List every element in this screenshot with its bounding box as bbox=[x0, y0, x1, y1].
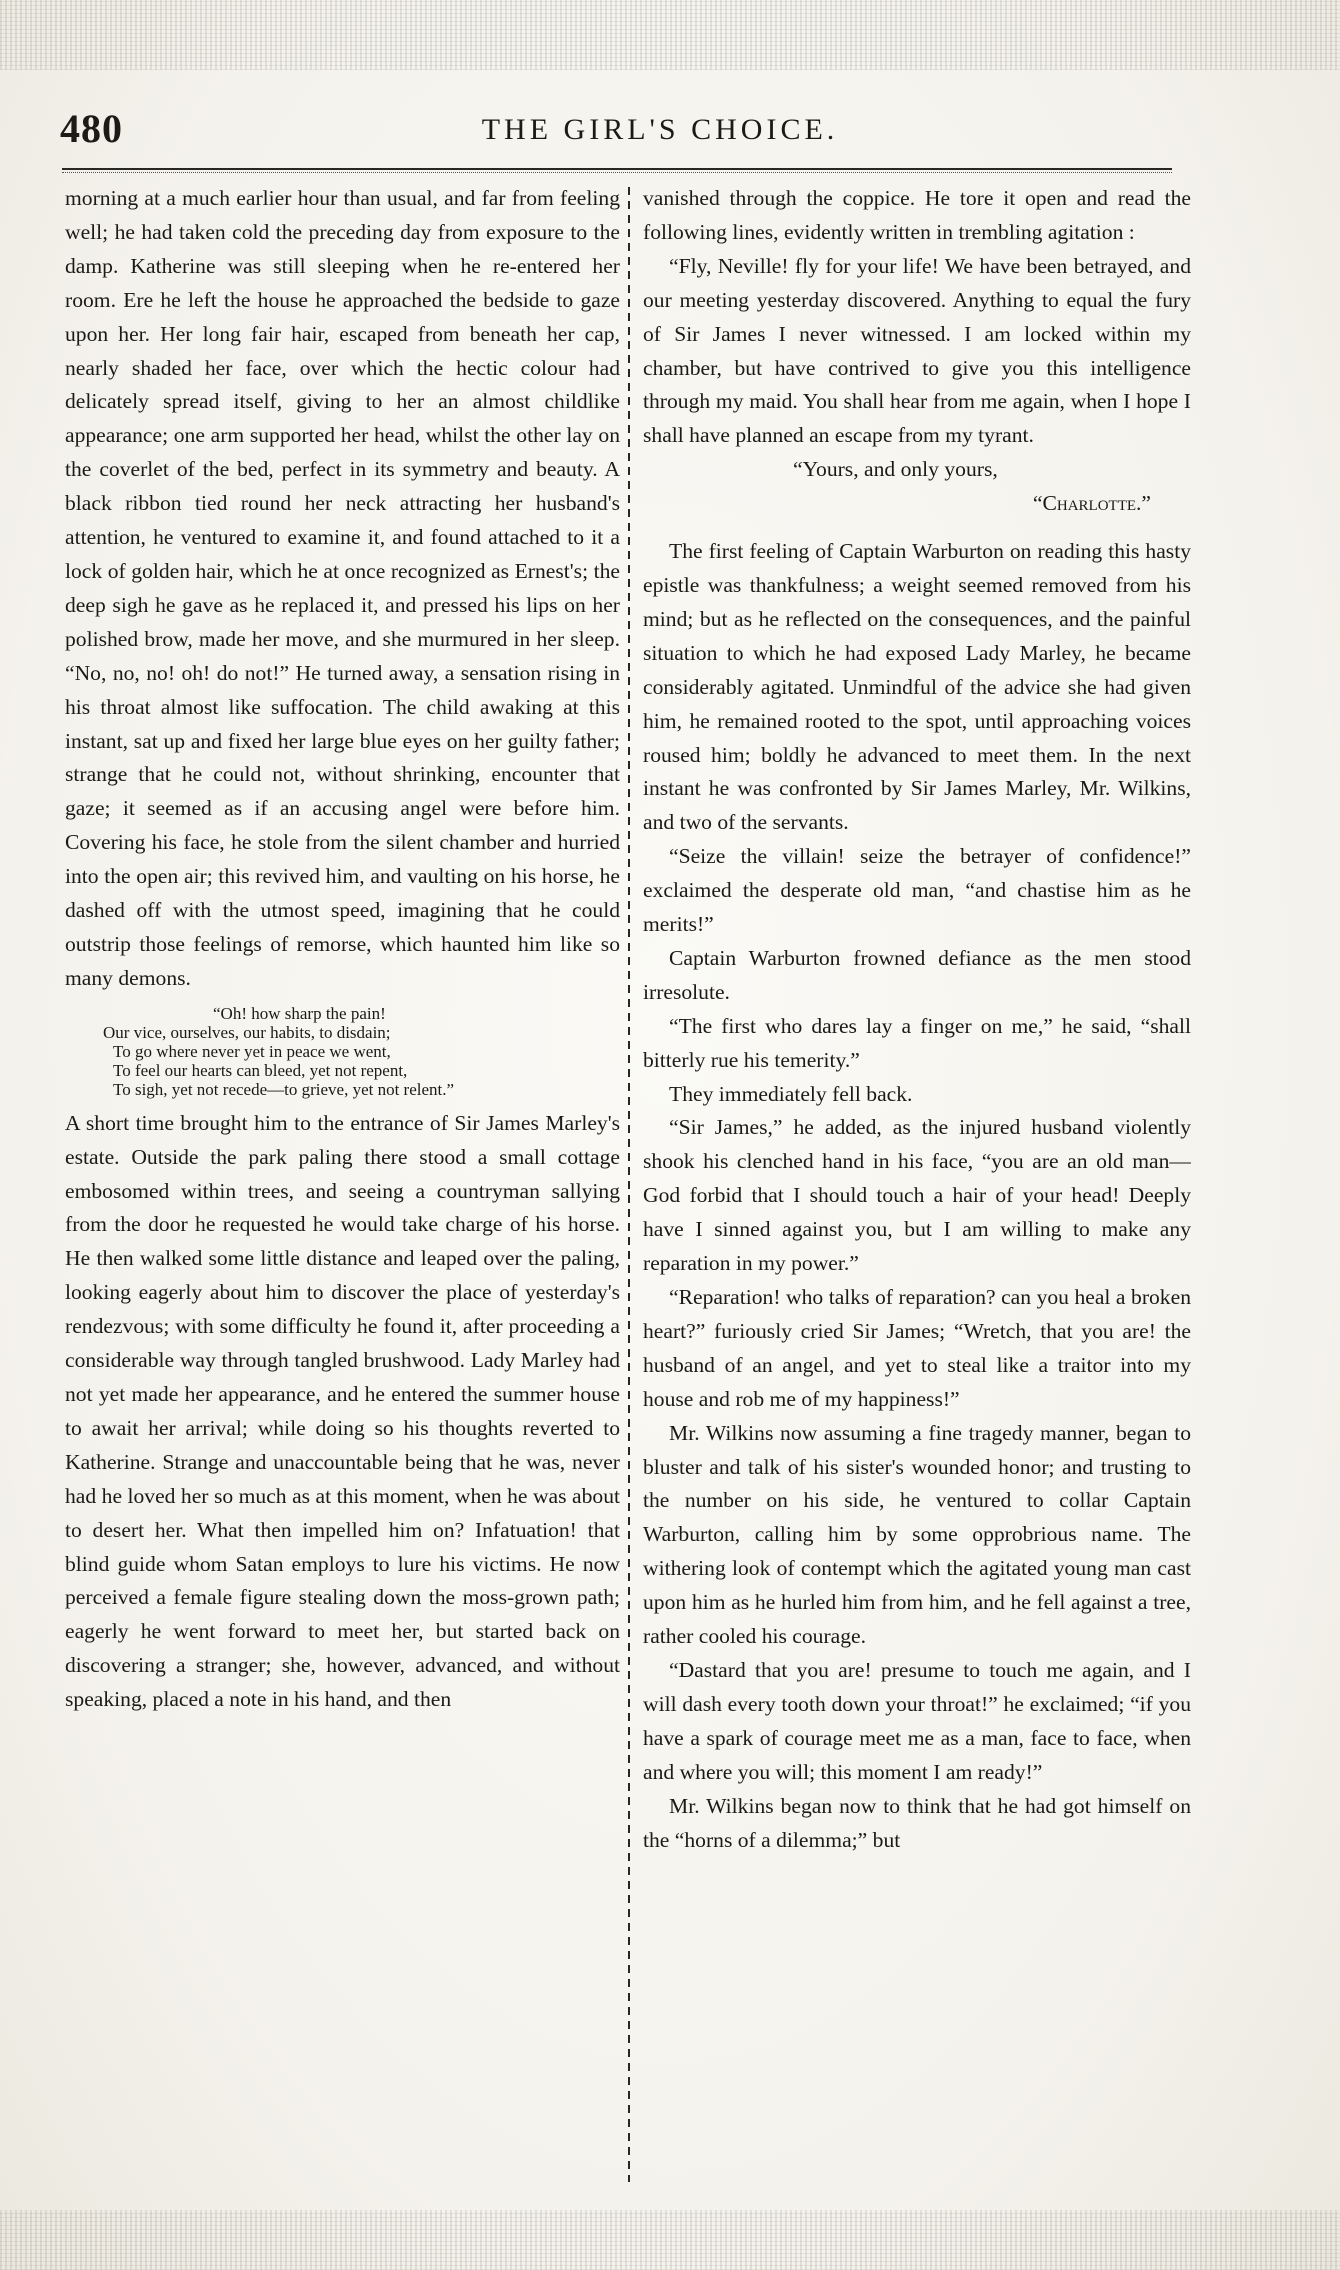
spacer bbox=[643, 521, 1191, 535]
page-number: 480 bbox=[60, 106, 123, 151]
right-paragraph-9: Mr. Wilkins now assuming a fine tragedy manner, began to bluster and talk of his sister's wounded honor; and trusting to the number on his side, he ventured to collar Captain Warburton, calling him by some opprobrious name. The withering look of contempt which the agitated young man cast upon him as he hurled him from him, and he fell against a tree, rather cooled his courage. bbox=[643, 1420, 1191, 1649]
scan-noise-bottom bbox=[0, 2210, 1340, 2270]
verse-quotation bbox=[65, 1004, 620, 1099]
header-rule-dotted bbox=[62, 172, 1172, 173]
right-paragraph-5: “The first who dares lay a finger on me,” he said, “shall bitterly rue his temerity.” bbox=[643, 1013, 1191, 1072]
left-paragraph-1: morning at a much earlier hour than usual, and far from feeling well; he had taken cold the preceding day from exposure to the damp. Katherine was still sleeping when he re-entered her room. Ere he left the house he approached the bedside to gaze upon her. Her long fair hair, escaped from beneath her cap, nearly shaded her face, over which the hectic colour had delicately spread itself, giving to her an almost childlike appearance; one arm supported her head, whilst the other lay on the coverlet of the bed, perfect in its symmetry and beauty. A black ribbon tied round her neck attracting her husband's attention, he ventured to examine it, and found attached to it a lock of golden hair, which he at once recognized as Ernest's; the deep sigh he gave as he replaced it, and pressed his lips on her polished brow, made her move, and she murmured in her sleep. “No, no, no! oh! do not!” He turned away, a sensation rising in his throat almost like suffocation. The child awaking at this instant, sat up and fixed her large blue eyes on her guilty father; strange that he could not, without shrinking, encounter that gaze; it seemed as if an accusing angel were before him. Covering his face, he stole from the silent chamber and hurried into the open air; this revived him, and vaulting on his horse, he dashed off with the utmost speed, imagining that he could outstrip those feelings of remorse, which haunted him like so many demons. bbox=[65, 186, 620, 990]
right-paragraph-4: Captain Warburton frowned defiance as the men stood irresolute. bbox=[643, 945, 1191, 1004]
left-column bbox=[65, 182, 620, 2202]
scan-noise-top bbox=[0, 0, 1340, 70]
right-paragraph-7: “Sir James,” he added, as the injured husband violently shook his clenched hand in his face, “you are an old man—God forbid that I should touch a hair of your head! Deeply have I sinned against you, but I am willing to make any reparation in my power.” bbox=[643, 1115, 1191, 1276]
running-title: THE GIRL'S CHOICE. bbox=[481, 113, 839, 146]
verse-line: To go where never yet in peace we went, bbox=[113, 1041, 391, 1061]
right-paragraph-1: vanished through the coppice. He tore it open and read the following lines, evidently written in trembling agitation : bbox=[643, 186, 1191, 244]
letter-text: “Fly, Neville! fly for your life! We have been betrayed, and our meeting yesterday discovered. Anything to equal the fury of Sir James I never witnessed. I am locked within my chamber, but have contrived to give you this intelligence through my maid. You shall hear from me again, when I hope I shall have planned an escape from my tyrant. bbox=[643, 253, 1191, 448]
right-paragraph-8: “Reparation! who talks of reparation? can you heal a broken heart?” furiously cried Sir James; “Wretch, that you are! the husband of an angel, and yet to steal like a traitor into my house and rob me of my happiness!” bbox=[643, 1285, 1191, 1411]
verse-line: To sigh, yet not recede—to grieve, yet not relent.” bbox=[113, 1079, 455, 1099]
right-paragraph-2: The first feeling of Captain Warburton on reading this hasty epistle was thankfulness; a weight seemed removed from his mind; but as he reflected on the consequences, and the painful situation to which he had exposed Lady Marley, he became considerably agitated. Unmindful of the advice she had given him, he remained rooted to the spot, until approaching voices roused him; boldly he advanced to meet them. In the next instant he was confronted by Sir James Marley, Mr. Wilkins, and two of the servants. bbox=[643, 539, 1191, 835]
column-divider bbox=[624, 182, 634, 2182]
letter-signature: “Charlotte.” bbox=[1032, 491, 1151, 516]
letter-closing: “Yours, and only yours, bbox=[793, 457, 998, 482]
page-header bbox=[60, 105, 1260, 165]
right-column bbox=[643, 182, 1191, 2202]
verse-line: “Oh! how sharp the pain! bbox=[213, 1003, 386, 1023]
verse-line: To feel our hearts can bleed, yet not repent, bbox=[113, 1060, 408, 1080]
right-paragraph-3: “Seize the villain! seize the betrayer of confidence!” exclaimed the desperate old man, “and chastise him as he merits!” bbox=[643, 844, 1191, 937]
header-rule bbox=[62, 168, 1172, 170]
verse-line: Our vice, ourselves, our habits, to disdain; bbox=[103, 1022, 391, 1042]
right-paragraph-6: They immediately fell back. bbox=[669, 1081, 913, 1106]
right-paragraph-11: Mr. Wilkins began now to think that he had got himself on the “horns of a dilemma;” but bbox=[643, 1793, 1191, 1852]
left-paragraph-2: A short time brought him to the entrance of Sir James Marley's estate. Outside the park paling there stood a small cottage embosomed within trees, and seeing a countryman sallying from the door he requested he would take charge of his horse. He then walked some little distance and leaped over the paling, looking eagerly about him to discover the place of yesterday's rendezvous; with some difficulty he found it, after proceeding a considerable way through tangled brushwood. Lady Marley had not yet made her appearance, and he entered the summer house to await her arrival; while doing so his thoughts reverted to Katherine. Strange and unaccountable being that he was, never had he loved her so much as at this moment, when he was about to desert her. What then impelled him on? Infatuation! that blind guide whom Satan employs to lure his victims. He now perceived a female figure stealing down the moss-grown path; eagerly he went forward to meet her, but started back on discovering a stranger; she, however, advanced, and without speaking, placed a note in his hand, and then bbox=[65, 1110, 620, 1712]
right-paragraph-10: “Dastard that you are! presume to touch me again, and I will dash every tooth down your throat!” he exclaimed; “if you have a spark of courage meet me as a man, face to face, when and where you will; this moment I am ready!” bbox=[643, 1657, 1191, 1784]
